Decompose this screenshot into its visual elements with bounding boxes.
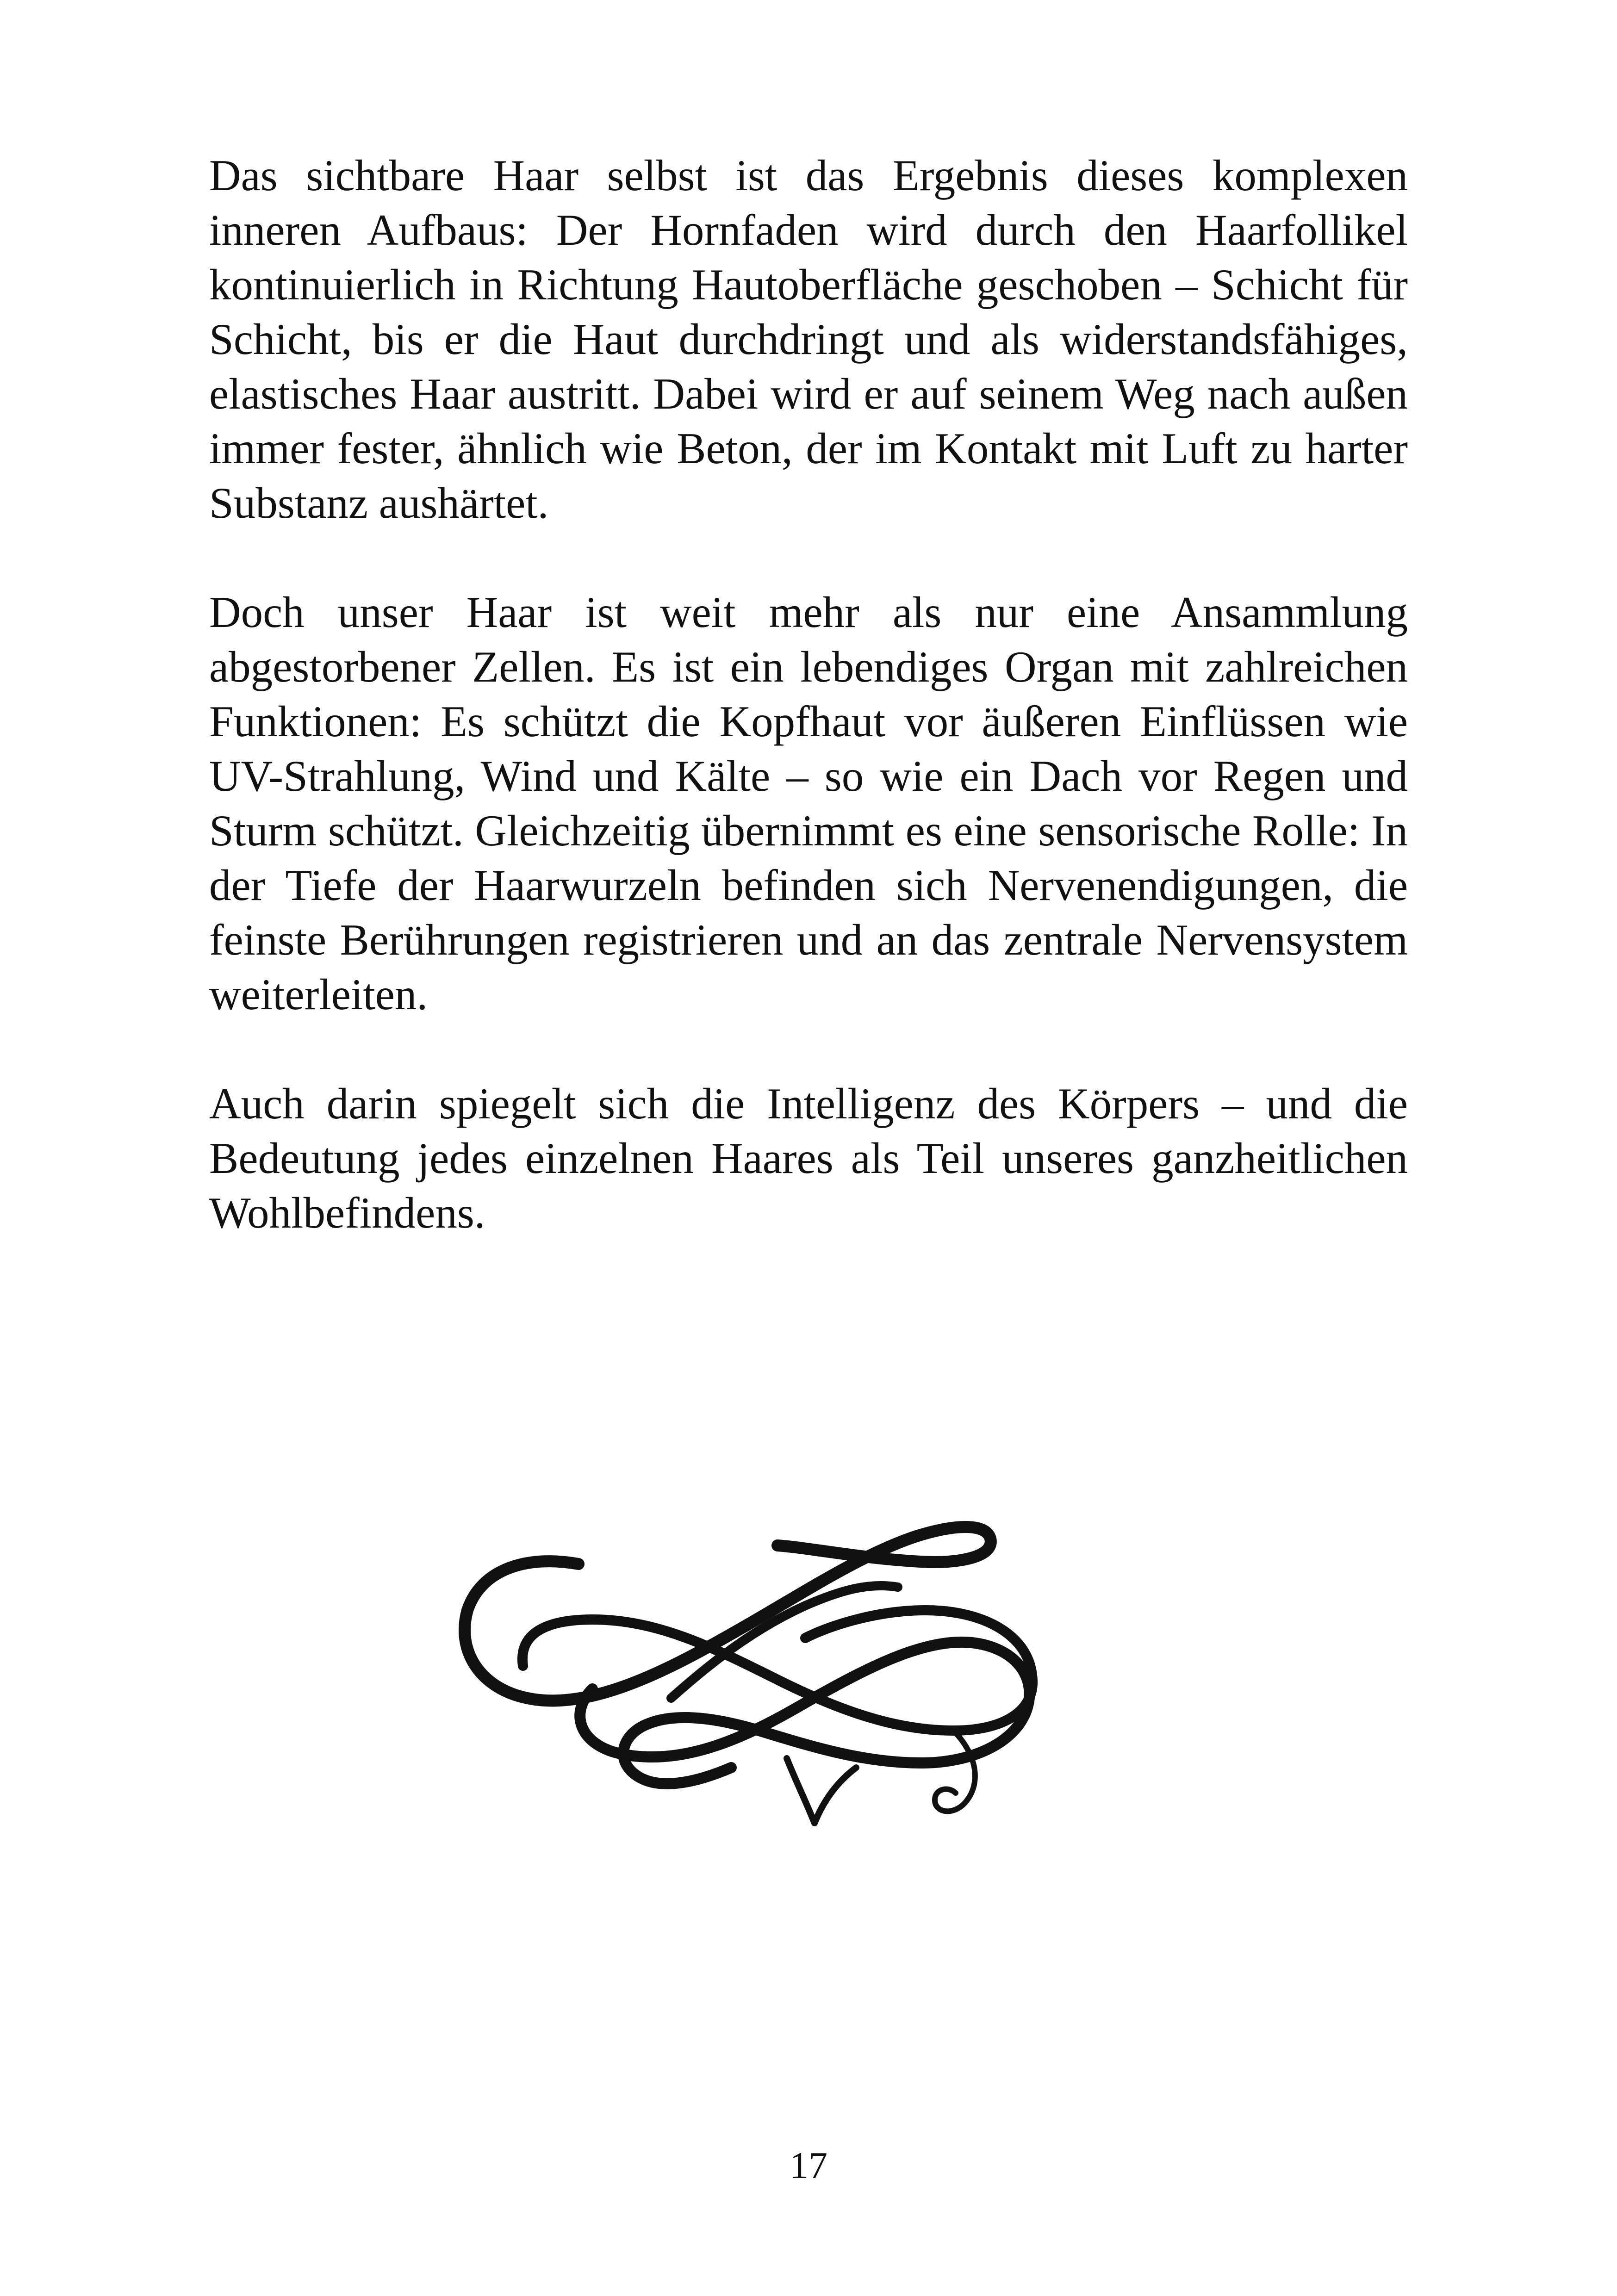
paragraph-1: Das sichtbare Haar selbst ist das Ergebnis dieses komplexen inneren Aufbaus: Der Hornfaden wird durch den Haarfollikel kontinuierlich in Richtung Hautoberfläche geschoben – Schicht für Schicht, bis er die Haut durchdringt und als widerstandsfähiges, elastisches Haar austritt. Dabei wird er auf seinem Weg nach außen immer fester, ähnlich wie Beton, der im Kontakt mit Luft zu harter Substanz aushärtet. xyxy=(209,151,1408,527)
calligraphic-flourish-icon xyxy=(454,1513,1129,1902)
paragraph-3: Auch darin spiegelt sich die Intelligenz des Körpers – und die Bedeutung jedes einzelnen Haares als Teil unseres ganzheitlichen Wohlbefindens. xyxy=(209,1079,1408,1237)
page-number: 17 xyxy=(790,2144,827,2186)
paragraph-2: Doch unser Haar ist weit mehr als nur eine Ansammlung abgestorbener Zellen. Es ist ein lebendiges Organ mit zahlreichen Funktionen: Es schützt die Kopfhaut vor äußeren Einflüssen wie UV-Strahlung, Wind und Kälte – so wie ein Dach vor Regen und Sturm schützt. Gleichzeitig übernimmt es eine sensorische Rolle: In der Tiefe der Haarwurzeln befinden sich Nervenendigungen, die feinste Berührungen registrieren und an das zentrale Nervensystem weiterleiten. xyxy=(209,588,1408,1019)
body-text xyxy=(209,148,1408,1295)
